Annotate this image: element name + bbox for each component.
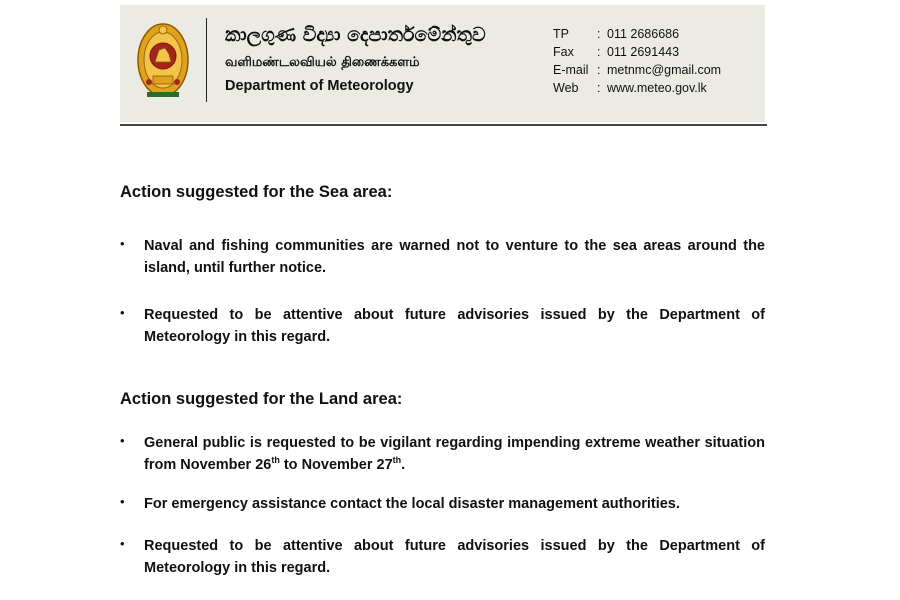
list-item-text: [144, 432, 765, 476]
bullet-icon: •: [120, 305, 125, 320]
list-item-text: Requested to be attentive about future advisories issued by the Department of Meteorology in this regard.: [144, 538, 765, 576]
contact-value[interactable]: www.meteo.gov.lk: [607, 81, 707, 95]
ordinal-suffix: th: [392, 455, 402, 466]
bullet-icon: •: [120, 536, 125, 551]
text-fragment: .: [401, 457, 406, 473]
text-fragment: to November 27: [279, 457, 393, 473]
org-name-sinhala: කාලගුණ විද්‍යා දෙපාර්තමේන්තුව: [225, 24, 486, 46]
list-item-text: Naval and fishing communities are warned not to venture to the sea areas around the island, until further notice.: [144, 238, 765, 276]
list-item: [120, 235, 765, 279]
contact-label: E-mail: [553, 63, 589, 77]
contact-email: [553, 61, 721, 79]
list-item: [120, 304, 765, 348]
contact-label: TP: [553, 27, 569, 41]
contact-fax: [553, 43, 721, 61]
contact-colon: :: [597, 63, 601, 77]
header-divider: [206, 18, 207, 102]
contact-colon: :: [597, 81, 601, 95]
list-item: [120, 493, 765, 515]
bullet-icon: •: [120, 494, 125, 509]
land-section-title: Action suggested for the Land area:: [120, 390, 403, 408]
bullet-icon: •: [120, 236, 125, 251]
contact-web: [553, 79, 721, 97]
contact-block: [553, 25, 721, 97]
org-name-english: Department of Meteorology: [225, 78, 414, 94]
contact-colon: :: [597, 45, 601, 59]
contact-value: 011 2686686: [607, 27, 680, 41]
contact-value: 011 2691443: [607, 45, 680, 59]
list-item: [120, 432, 765, 476]
contact-colon: :: [597, 27, 601, 41]
list-item-text: For emergency assistance contact the local disaster management authorities.: [144, 496, 680, 512]
header-rule: [120, 124, 767, 126]
ordinal-suffix: th: [271, 455, 280, 466]
sri-lanka-emblem-icon: [135, 18, 191, 102]
contact-phone: [553, 25, 721, 43]
text-fragment: General public is requested to be vigilant regarding impending extreme weather situation from November 26: [144, 435, 765, 473]
contact-value[interactable]: metnmc@gmail.com: [607, 63, 722, 77]
contact-label: Fax: [553, 45, 574, 59]
org-name-tamil: வளிமண்டலவியல் திணைக்களம்: [225, 55, 420, 70]
bullet-icon: •: [120, 433, 125, 448]
list-item-text: Requested to be attentive about future advisories issued by the Department of Meteorology in this regard.: [144, 307, 765, 345]
contact-label: Web: [553, 81, 579, 95]
list-item: [120, 535, 765, 579]
sea-section-title: Action suggested for the Sea area:: [120, 183, 393, 201]
